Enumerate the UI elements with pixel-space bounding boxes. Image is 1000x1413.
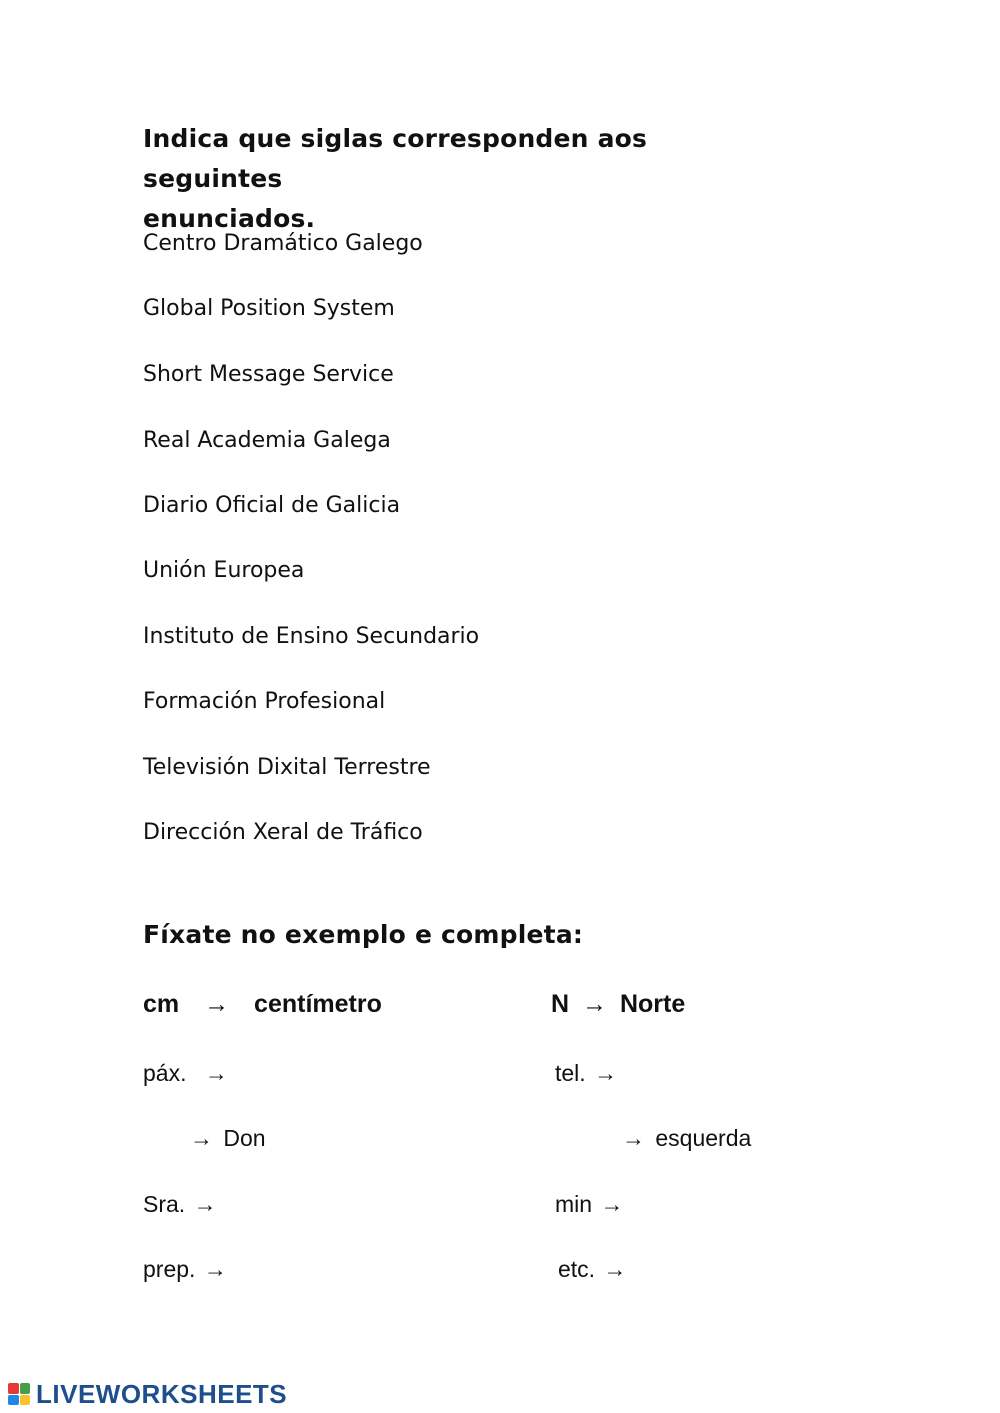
exercise-right-1 [555, 1058, 623, 1088]
arrow-right-icon: → [203, 1256, 227, 1282]
heading-line-1: Indica que siglas corresponden aos seguintes [143, 124, 648, 193]
exercise-left-3 [143, 1189, 223, 1219]
example-right [551, 989, 685, 1019]
list-item: Formación Profesional [143, 689, 386, 714]
list-item: Centro Dramático Galego [143, 231, 423, 256]
section-heading-completa: Fíxate no exemplo e completa: [143, 920, 584, 949]
example-right-abbr: N [551, 990, 570, 1018]
exercise-abbr: Sra. [143, 1191, 186, 1217]
example-left [143, 989, 382, 1019]
exercise-right-3 [555, 1189, 629, 1219]
list-item: Televisión Dixital Terrestre [143, 755, 431, 780]
exercise-abbr: min [555, 1191, 593, 1217]
example-left-full: centímetro [254, 990, 382, 1018]
list-item: Diario Oficial de Galicia [143, 493, 401, 518]
list-item: Short Message Service [143, 362, 394, 387]
arrow-right-icon: → [204, 1060, 228, 1086]
exercise-abbr: páx. [143, 1060, 187, 1086]
liveworksheets-logo[interactable] [8, 1380, 287, 1408]
arrow-right-icon: → [600, 1191, 624, 1217]
exercise-abbr: etc. [558, 1256, 596, 1282]
list-item: Global Position System [143, 296, 395, 321]
arrow-right-icon: → [193, 1191, 217, 1217]
exercise-left-4 [143, 1254, 233, 1284]
logo-text: LIVEWORKSHEETS [36, 1378, 288, 1409]
arrow-right-icon: → [603, 1256, 627, 1282]
arrow-right-icon: → [622, 1125, 645, 1151]
list-item: Real Academia Galega [143, 428, 391, 453]
arrow-right-icon: → [204, 990, 230, 1018]
exercise-left-2 [190, 1123, 266, 1153]
exercise-full: Don [223, 1125, 266, 1151]
liveworksheets-logo-icon [8, 1383, 30, 1405]
exercise-abbr: prep. [143, 1256, 196, 1282]
section-heading-siglas [143, 119, 783, 239]
list-item: Dirección Xeral de Tráfico [143, 820, 423, 845]
exercise-right-4 [558, 1254, 632, 1284]
exercise-right-2 [622, 1123, 751, 1153]
arrow-right-icon: → [190, 1125, 213, 1151]
exercise-left-1 [143, 1058, 234, 1088]
heading-line-2: enunciados. [143, 204, 316, 233]
example-left-abbr: cm [143, 990, 180, 1018]
arrow-right-icon: → [582, 990, 608, 1018]
list-item: Unión Europea [143, 558, 305, 583]
list-item: Instituto de Ensino Secundario [143, 624, 480, 649]
exercise-abbr: tel. [555, 1060, 586, 1086]
arrow-right-icon: → [594, 1060, 618, 1086]
example-right-full: Norte [619, 990, 686, 1018]
exercise-full: esquerda [655, 1125, 752, 1151]
